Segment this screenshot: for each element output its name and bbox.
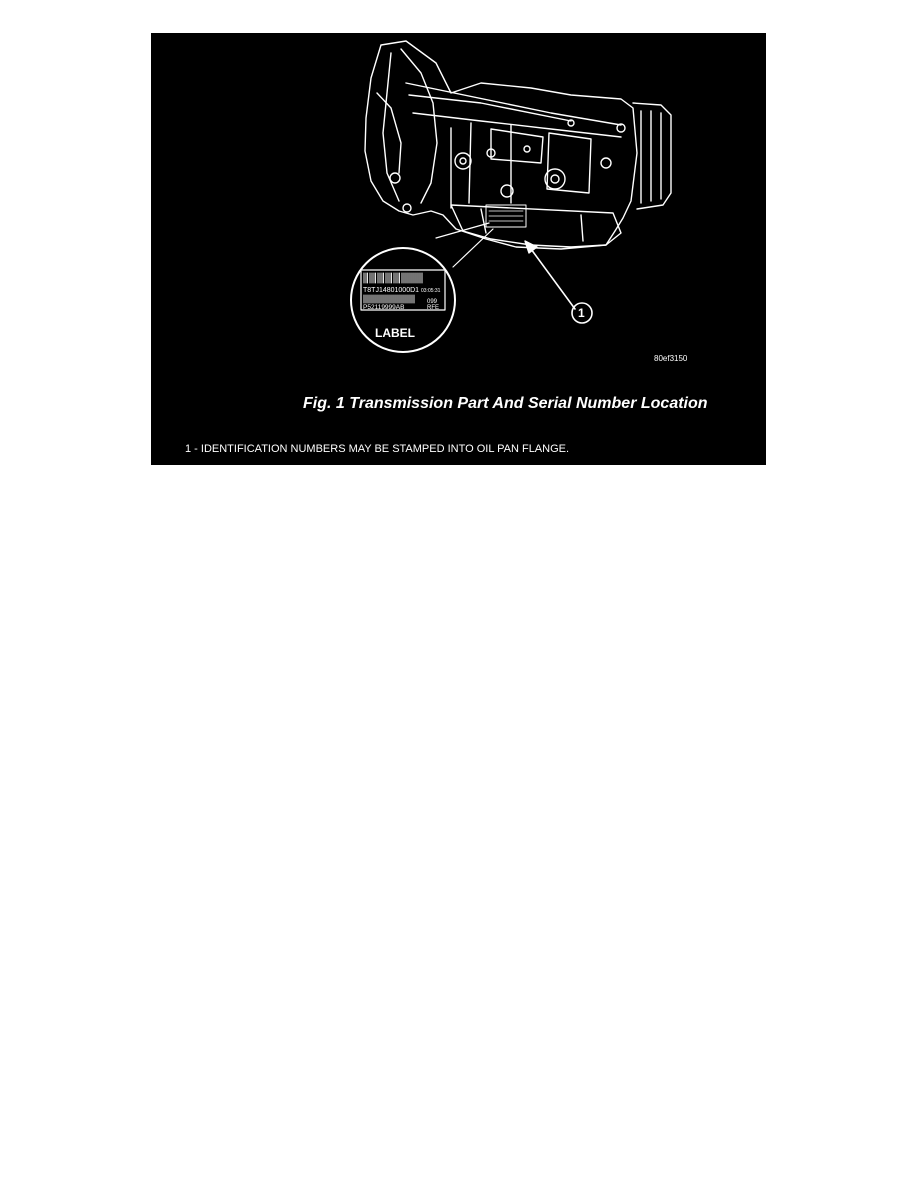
barcode-2 (364, 295, 414, 303)
barcode-1 (364, 273, 422, 283)
bell-housing (365, 41, 637, 249)
figure-panel (151, 33, 766, 465)
label-serial: T8TJ14801000D1 (363, 287, 420, 294)
image-code: 80ef3150 (654, 354, 688, 363)
label-part-number: P52119999AB (363, 304, 405, 311)
callout-arrow (531, 249, 575, 309)
label-heading: LABEL (375, 326, 415, 340)
figure-footnote: 1 - IDENTIFICATION NUMBERS MAY BE STAMPED INTO OIL PAN FLANGE. (185, 443, 570, 455)
callout-1-label: 1 (578, 306, 585, 320)
inset-leader (436, 223, 493, 267)
label-type: RFE (427, 305, 439, 311)
extension-housing (633, 103, 671, 209)
label-time: 03:05:31 (421, 288, 441, 294)
figure-caption: Fig. 1 Transmission Part And Serial Number Location (303, 395, 708, 412)
label-code: 099 (427, 299, 438, 305)
